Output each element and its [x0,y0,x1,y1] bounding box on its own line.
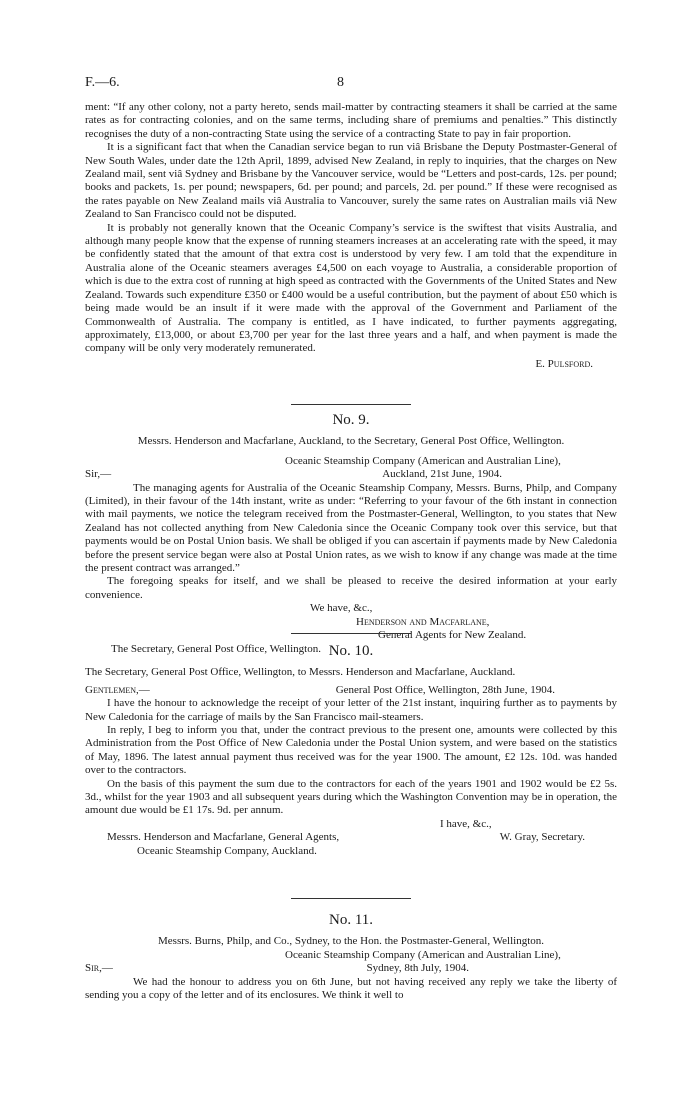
divider-rule [85,633,617,634]
letter-title: No. 9. [332,412,370,428]
letter-title: No. 10. [328,643,374,659]
salutation: Sir,— [85,962,113,975]
signatory: W. Gray, Secretary. [499,831,585,844]
addressee: The Secretary, General Post Office, Wellington. [111,642,321,655]
document-reference: F.—6. [85,75,120,90]
memo-signature: E. Pulsford. [535,357,593,370]
page-number: 8 [337,75,344,90]
addressee: Oceanic Steamship Company, Auckland. [137,844,317,857]
letter-paragraph: On the basis of this payment the sum due to the contractors for each of the years 1901 and 1902 would be £2 5s. 3d., whilst for the year 1903 and all subsequent years during which the Washington Convention may be in operation, the amount due would be £1 17s. 9d. per annum. [85,777,617,817]
addressee: Messrs. Henderson and Macfarlane, General Agents, [107,831,340,844]
divider-rule [85,404,617,405]
closing: I have, &c., [440,817,492,830]
letterhead: Oceanic Steamship Company (American and Australian Line), [285,948,561,961]
salutation: Gentlemen,— [85,683,150,696]
place-date: General Post Office, Wellington, 28th June, 1904. [335,683,555,696]
place-date: Auckland, 21st June, 1904. [382,468,502,481]
letter-heading: Messrs. Henderson and Macfarlane, Auckland, to the Secretary, General Post Office, Wellington. [137,435,565,448]
letter-no-10 [85,642,617,858]
page-header [85,76,617,94]
memo-paragraph: It is probably not generally known that the Oceanic Company’s service is the swiftest that visits Australia, and although many people know that the expense of running steamers increases at an accelerating rate with the speed, it may be confidently stated that the amount of that extra cost is understood by very few. I am told that the expenditure in Australia alone of the Oceanic steamers averages £4,500 on each voyage to Australia, a considerable proportion of which is due to the extra cost of running at high speed as contracted with the Governments of the United States and New Zealand. Towards such expenditure £350 or £400 would be a useful contribution, but the payment of about £50 which is being made would be an insult if it were made with the approval of the Government and Parliament of the Commonwealth of Australia. The company is entitled, as I have indicated, to further payments aggregating, approximately, £13,000, or about £3,700 per year for the last three years and a half, and when payment is made the company will be only very moderately remunerated. [85,221,617,355]
letter-no-11 [85,914,617,1002]
letter-paragraph: In reply, I beg to inform you that, under the contract previous to the present one, amounts were collected by this Administration from the Post Office of New Caledonia under the Postal Union system, and were based on the statistics of May, 1896. The latest annual payment thus received was for the year 1900. The amount, £2 12s. 10d. was handed over to the contractors. [85,724,617,777]
letter-paragraph: The foregoing speaks for itself, and we shall be pleased to receive the desired information at your early convenience. [85,575,617,601]
signatory: Henderson and Macfarlane, [356,615,490,628]
letter-no-9 [85,412,617,659]
letter-heading: The Secretary, General Post Office, Wellington, to Messrs. Henderson and Macfarlane, Auckland. [85,666,516,679]
salutation: Sir,— [85,468,112,481]
memo-paragraph: ment: “If any other colony, not a party hereto, sends mail-matter by contracting steamers it shall be carried at the same rates as for contracting colonies, and on the same terms, including share of premiums and penalties.” This distinctly recognises the duty of a non-contracting State using the service of a contracting State to pay in fair proportion. [85,101,617,140]
divider-rule [85,898,617,899]
letter-title: No. 11. [328,912,374,928]
letter-paragraph: The managing agents for Australia of the Oceanic Steamship Company, Messrs. Burns, Philp, and Company (Limited), in their favour of the 14th instant, write as under: “Referring to your favour of the 6th instant in connection with mail payments, we notice the telegram received from the Postmaster-General, Wellington, to you states that New Zealand has not collected anything from New Caledonia since the Oceanic Company took over this service, but that payments would be on Postal Union basis. We shall be obliged if you can ascertain if payments made by New Caledonia before the present service began were also at Postal Union rates, as we wish to know if any change was made at the time the present contract was arranged.” [85,481,617,575]
signatory-title: General Agents for New Zealand. [378,629,527,642]
memo-paragraph: It is a significant fact that when the Canadian service began to run viâ Brisbane the Deputy Postmaster-General of New South Wales, under date the 12th April, 1899, advised New Zealand, in reply to inquiries, that the charges on New Zealand mail, sent viâ Sydney and Brisbane by the Vancouver service, would be “Letters and post-cards, 12s. per pound; books and packets, 1s. per pound; newspapers, 6d. per pound; and parcels, 2d. per pound.” If these were recognised as the rates payable on New Zealand mails viâ Australia to Vancouver, surely the same rates on Australian mails viâ New Zealand to San Francisco could not be disputed. [85,141,617,221]
pulsford-memo [85,101,617,371]
place-date: Sydney, 8th July, 1904. [366,962,469,975]
letter-paragraph: I have the honour to acknowledge the receipt of your letter of the 21st instant, inquiring further as to payments by New Caledonia for the carriage of mails by the San Francisco mail-steamers. [85,697,617,723]
letter-heading: Messrs. Burns, Philp, and Co., Sydney, to the Hon. the Postmaster-General, Wellington. [158,935,544,948]
letterhead: Oceanic Steamship Company (American and Australian Line), [285,454,561,467]
closing: We have, &c., [310,602,373,615]
letter-paragraph: We had the honour to address you on 6th June, but not having received any reply we take the liberty of sending you a copy of the letter and of its enclosures. We think it well to [85,975,617,1002]
